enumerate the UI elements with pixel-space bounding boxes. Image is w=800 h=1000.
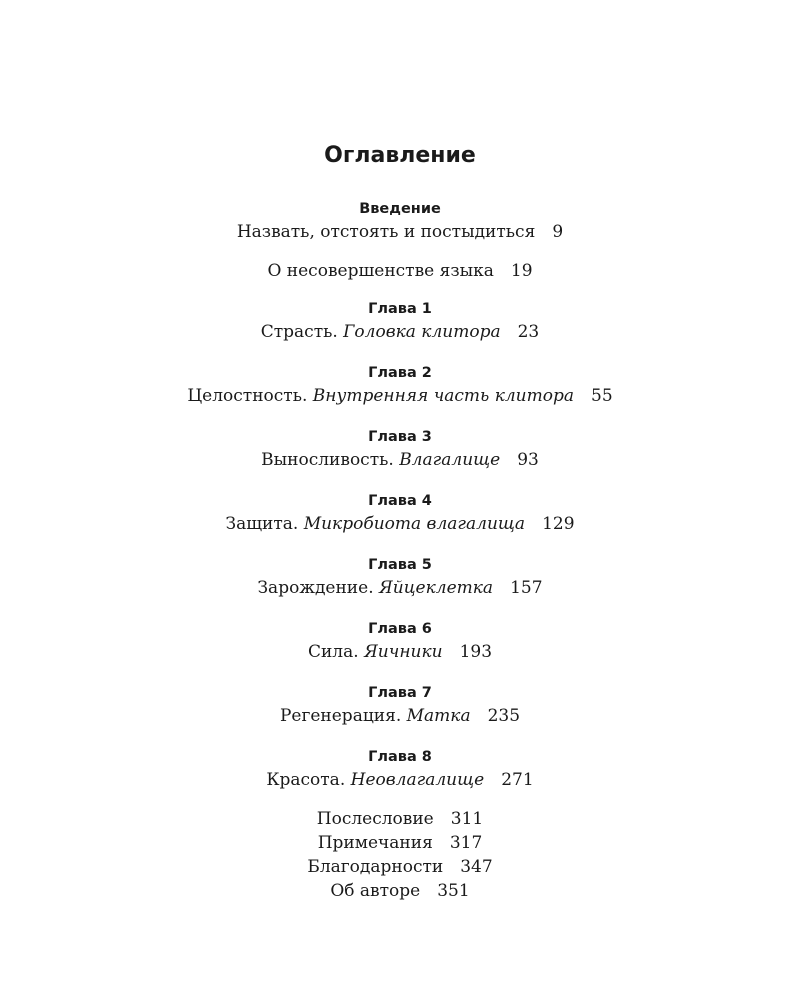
entry-page-number: 317 — [449, 833, 483, 853]
chapter-title: Страсть. — [260, 322, 338, 342]
spacer — [0, 472, 800, 490]
chapter-heading: Глава 8 — [368, 749, 432, 765]
entry-page-number: 19 — [510, 261, 533, 281]
toc-entry — [0, 640, 800, 664]
entry-page-number: 193 — [459, 642, 493, 662]
entry-title: Примечания — [317, 833, 433, 853]
entry-title: Послесловие — [316, 809, 434, 829]
chapter-subtitle: Головка клитора — [343, 322, 501, 342]
section-heading: Введение — [359, 201, 441, 217]
chapter-heading: Глава 1 — [368, 301, 432, 317]
toc-entry — [0, 220, 800, 244]
toc-entry — [0, 831, 800, 855]
chapter-heading: Глава 5 — [368, 557, 432, 573]
entry-title: Об авторе — [330, 881, 421, 901]
chapter-heading: Глава 4 — [368, 493, 432, 509]
spacer — [0, 600, 800, 618]
toc-chapter-6 — [0, 618, 800, 664]
toc-entry — [0, 768, 800, 792]
chapter-title: Выносливость. — [261, 450, 394, 470]
toc-section-intro — [0, 198, 800, 244]
chapter-heading: Глава 3 — [368, 429, 432, 445]
chapter-title: Красота. — [266, 770, 346, 790]
chapter-subtitle: Матка — [406, 706, 471, 726]
toc-chapter-4 — [0, 490, 800, 536]
entry-title: Благодарности — [307, 857, 444, 877]
entry-title: О несовершенстве языка — [267, 261, 494, 281]
toc-entry — [0, 320, 800, 344]
chapter-heading: Глава 6 — [368, 621, 432, 637]
entry-page-number: 157 — [510, 578, 543, 598]
spacer — [0, 283, 800, 298]
toc-entry — [0, 448, 800, 472]
chapter-subtitle: Внутренняя часть клитора — [312, 386, 574, 406]
toc-chapter-8 — [0, 746, 800, 792]
spacer — [0, 344, 800, 362]
chapter-heading: Глава 7 — [368, 685, 432, 701]
spacer — [0, 244, 800, 259]
chapter-title: Сила. — [307, 642, 359, 662]
toc-back-matter — [0, 807, 800, 903]
toc-chapter-5 — [0, 554, 800, 600]
entry-page-number: 311 — [450, 809, 484, 829]
chapter-subtitle: Яичники — [364, 642, 443, 662]
page-title: Оглавление — [324, 143, 476, 168]
spacer — [0, 728, 800, 746]
toc-chapter-3 — [0, 426, 800, 472]
chapter-title: Зарождение. — [257, 578, 374, 598]
spacer — [0, 408, 800, 426]
entry-page-number: 55 — [591, 386, 613, 406]
toc-section-preface — [0, 259, 800, 283]
entry-page-number: 271 — [501, 770, 534, 790]
toc-entry — [0, 384, 800, 408]
chapter-title: Защита. — [225, 514, 299, 534]
toc-entry — [0, 512, 800, 536]
entry-page-number: 351 — [437, 881, 470, 901]
toc-entry — [0, 704, 800, 728]
chapter-title: Регенерация. — [279, 706, 402, 726]
entry-page-number: 235 — [487, 706, 521, 726]
spacer — [0, 536, 800, 554]
toc-chapter-2 — [0, 362, 800, 408]
entry-page-number: 347 — [460, 857, 493, 877]
toc-entry — [0, 879, 800, 903]
spacer — [0, 664, 800, 682]
chapter-subtitle: Яйцеклетка — [379, 578, 494, 598]
chapter-subtitle: Неовлагалище — [350, 770, 485, 790]
entry-page-number: 93 — [517, 450, 539, 470]
toc-chapter-1 — [0, 298, 800, 344]
entry-page-number: 129 — [542, 514, 575, 534]
chapter-subtitle: Микробиота влагалища — [303, 514, 526, 534]
chapter-heading: Глава 2 — [368, 365, 432, 381]
entry-page-number: 23 — [517, 322, 540, 342]
chapter-title: Целостность. — [187, 386, 308, 406]
toc-entry — [0, 259, 800, 283]
spacer — [0, 792, 800, 807]
toc-entry — [0, 807, 800, 831]
toc-entry — [0, 576, 800, 600]
toc-entry — [0, 855, 800, 879]
chapter-subtitle: Влагалище — [399, 450, 501, 470]
toc-chapter-7 — [0, 682, 800, 728]
entry-title: Назвать, отстоять и постыдиться — [236, 222, 536, 242]
entry-page-number: 9 — [552, 222, 564, 242]
table-of-contents — [0, 198, 800, 903]
